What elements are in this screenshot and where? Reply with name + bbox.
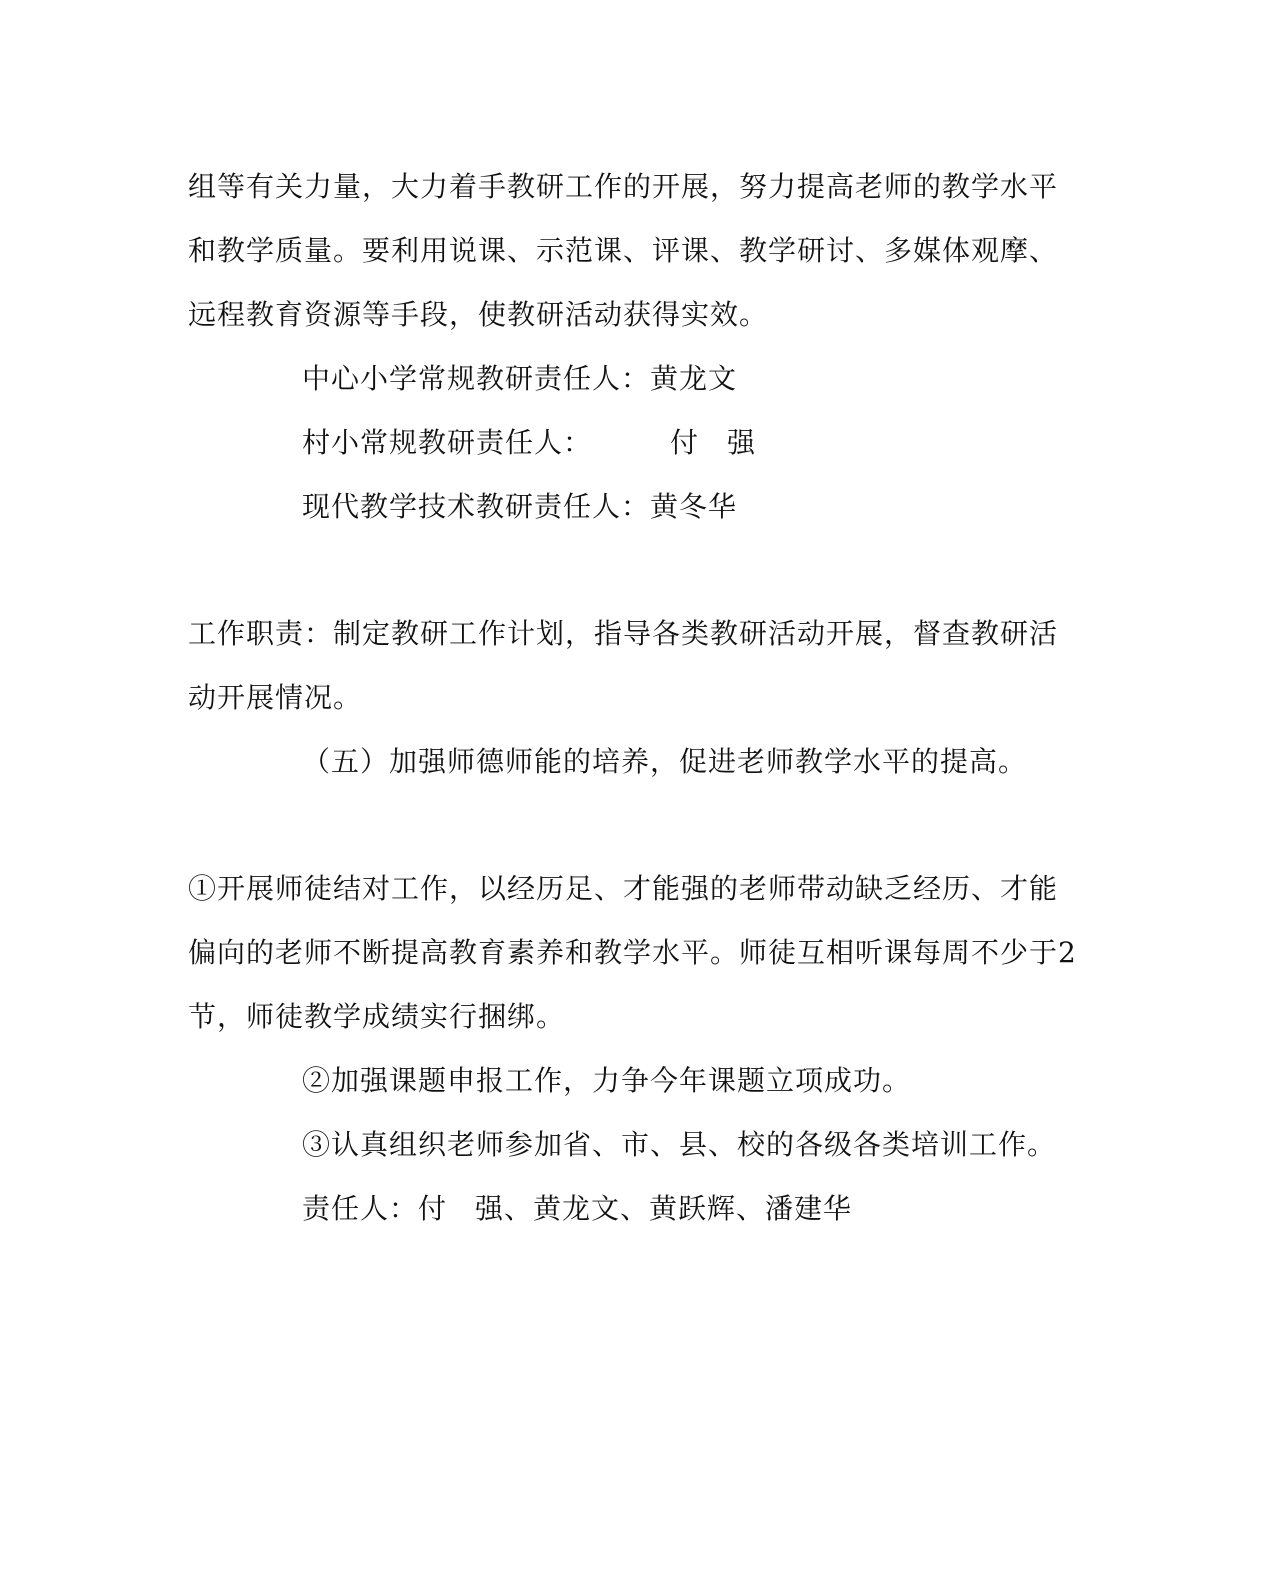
paragraph-line: 动开展情况。 [188,681,363,714]
list-item: ②加强课题申报工作，力争今年课题立项成功。 [302,1064,912,1097]
paragraph-line: 工作职责：制定教研工作计划，指导各类教研活动开展，督查教研活 [188,617,1059,650]
village-responsible-name-1: 付 [670,426,700,459]
responsible-names: 强、黄龙文、黄跃辉、潘建华 [475,1192,853,1225]
village-responsible-name-2: 强 [727,426,757,459]
paragraph-line: 组等有关力量，大力着手教研工作的开展，努力提高老师的教学水平 [188,170,1059,203]
responsible-person-line [302,423,756,463]
village-responsible-label: 村小常规教研责任人： [302,426,593,459]
paragraph-line: 节，师徒教学成绩实行捆绑。 [188,1000,566,1033]
paragraph-line: ①开展师徒结对工作，以经历足、才能强的老师带动缺乏经历、才能 [188,872,1059,905]
responsible-person-line: 现代教学技术教研责任人：黄冬华 [302,490,738,523]
paragraph-line: 偏向的老师不断提高教育素养和教学水平。师徒互相听课每周不少于2 [188,936,1077,969]
list-item: ③认真组织老师参加省、市、县、校的各级各类培训工作。 [302,1128,1057,1161]
paragraph-line: 远程教育资源等手段，使教研活动获得实效。 [188,298,769,331]
paragraph-line: 和教学质量。要利用说课、示范课、评课、教学研讨、多媒体观摩、 [188,234,1059,267]
responsible-person-line [302,1189,852,1229]
section-heading: （五）加强师德师能的培养，促进老师教学水平的提高。 [302,745,1028,778]
responsible-person-line: 中心小学常规教研责任人：黄龙文 [302,362,738,395]
responsible-label: 责任人：付 [302,1192,448,1225]
